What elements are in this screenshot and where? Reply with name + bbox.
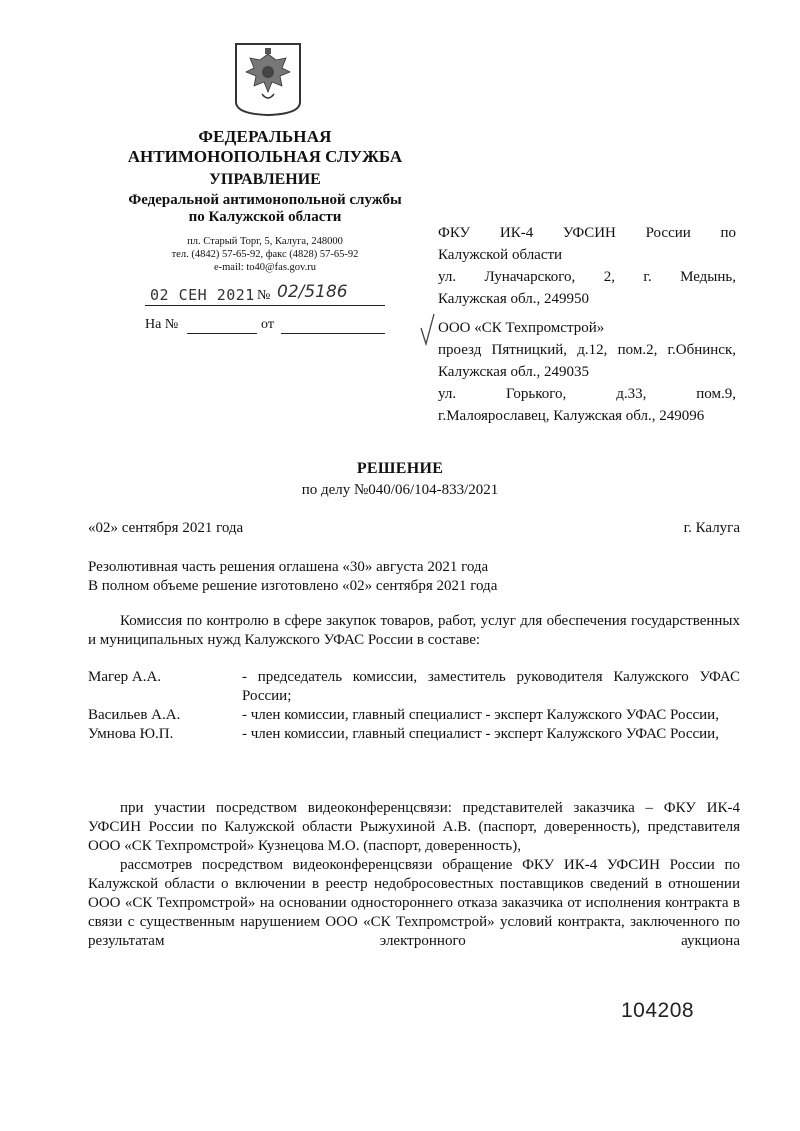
registration-number-label: №	[257, 288, 271, 303]
sender-dept-full-line1: Федеральной антимонопольной службы	[128, 192, 402, 208]
recipient-2-line2: проезд Пятницкий, д.12, пом.2, г.Обнинск,	[438, 342, 736, 358]
sender-dept: УПРАВЛЕНИЕ	[209, 171, 321, 188]
sender-phone: тел. (4842) 57-65-92, факс (4828) 57-65-92	[171, 249, 359, 260]
recipient-1-line1: ФКУ ИК-4 УФСИН России по	[438, 225, 736, 241]
registration-underline	[145, 305, 385, 306]
resolution-line-1: Резолютивная часть решения оглашена «30» августа 2021 года	[88, 559, 489, 575]
resolution-line-2: В полном объеме решение изготовлено «02» сентября 2021 года	[88, 578, 498, 594]
participation-paragraph: при участии посредством видеоконференцсвязи: представителей заказчика – ФКУ ИК-4 УФСИН России по Калужской области Рыжухиной А.В. (паспорт, доверенность), представителя ООО «СК Техпромстрой» Кузнецова М.О. (паспорт, доверенность),	[88, 800, 740, 854]
recipient-2-line1: ООО «СК Техпромстрой»	[438, 320, 605, 336]
reply-number-label: На №	[145, 317, 179, 332]
recipient-1-line3: ул. Луначарского, 2, г. Медынь,	[438, 269, 736, 285]
member-role: - член комиссии, главный специалист - эксперт Калужского УФАС России,	[242, 726, 719, 742]
sender-address: пл. Старый Торг, 5, Калуга, 248000	[187, 236, 343, 247]
sender-email: e-mail: to40@fas.gov.ru	[213, 262, 316, 273]
member-role: - председатель комиссии, заместитель руководителя Калужского УФАС России;	[242, 669, 740, 704]
recipient-1-line4: Калужская обл., 249950	[438, 291, 589, 307]
checkmark-icon	[418, 312, 436, 346]
sender-org-line1: ФЕДЕРАЛЬНАЯ	[198, 127, 332, 146]
member-row	[88, 668, 740, 706]
reply-reference-line	[145, 317, 385, 339]
member-name: Магер А.А.	[88, 669, 162, 685]
case-number: по делу №040/06/104-833/2021	[301, 482, 499, 498]
page-number: 104208	[621, 999, 695, 1022]
recipient-2-line3: Калужская обл., 249035	[438, 364, 589, 380]
member-row	[88, 706, 740, 725]
registration-date-stamp: 02 СЕН 2021	[150, 286, 255, 304]
member-name: Васильев А.А.	[88, 707, 181, 723]
coat-of-arms-emblem-icon	[232, 42, 304, 116]
sender-dept-full-line2: по Калужской области	[188, 209, 342, 225]
decision-date: «02» сентября 2021 года	[88, 520, 244, 536]
member-name: Умнова Ю.П.	[88, 726, 174, 742]
commission-members-list	[88, 668, 740, 744]
recipient-2-line5: г.Малоярославец, Калужская обл., 249096	[438, 408, 705, 424]
reply-from-label: от	[261, 317, 274, 332]
decision-city: г. Калуга	[683, 520, 740, 536]
recipient-2	[438, 317, 736, 427]
recipient-1-line2: Калужской области	[438, 247, 563, 263]
member-row	[88, 725, 740, 744]
reply-date-blank	[281, 333, 385, 334]
recipient-1	[438, 222, 736, 310]
decision-title: РЕШЕНИЕ	[356, 460, 444, 477]
recipient-2-line4: ул. Горького, д.33, пом.9,	[438, 386, 736, 402]
member-role: - член комиссии, главный специалист - эксперт Калужского УФАС России,	[242, 707, 719, 723]
registration-number: 02/5186	[277, 282, 348, 302]
reply-number-blank	[187, 333, 257, 334]
commission-intro-paragraph: Комиссия по контролю в сфере закупок товаров, работ, услуг для обеспечения государственных и муниципальных нужд Калужского УФАС России в составе:	[88, 613, 740, 648]
registration-line	[145, 282, 385, 308]
date-city-line	[88, 519, 740, 539]
considered-paragraph: рассмотрев посредством видеоконференцсвязи обращение ФКУ ИК-4 УФСИН России по Калужской области о включении в реестр недобросовестных поставщиков сведений в отношении ООО «СК Техпромстрой» на основании одностороннего отказа заказчика от исполнения контракта в связи с существенным нарушением ООО «СК Техпромстрой» условий контракта, заключенного по результатам электронного аукциона	[88, 857, 740, 949]
sender-org-line2: АНТИМОНОПОЛЬНАЯ СЛУЖБА	[127, 147, 403, 166]
